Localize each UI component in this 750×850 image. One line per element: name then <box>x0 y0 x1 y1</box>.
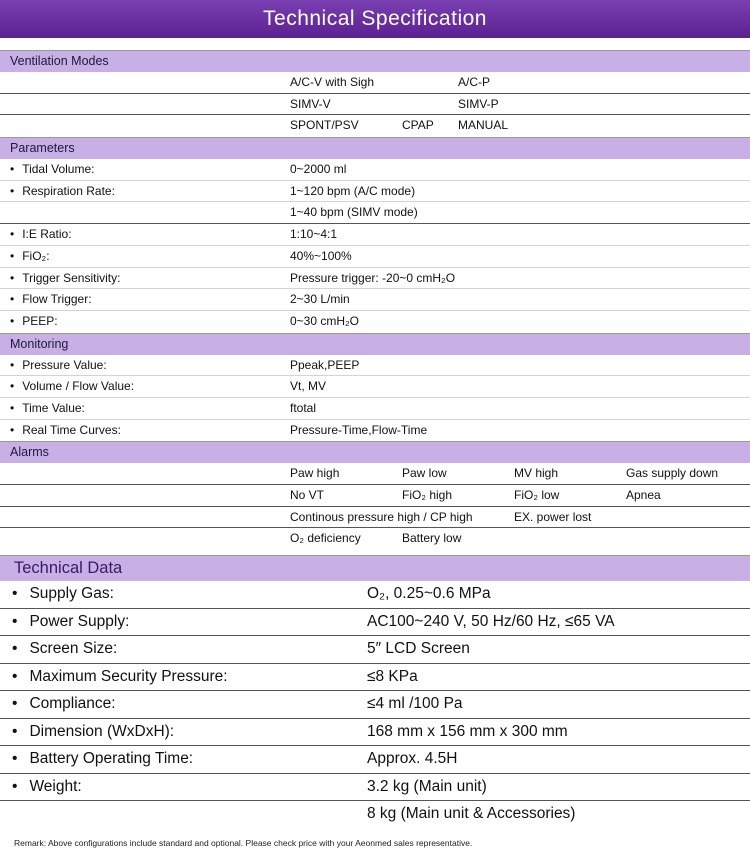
tech-label: • Compliance: <box>12 691 116 718</box>
tech-label: • Maximum Security Pressure: <box>12 664 228 691</box>
table-row <box>0 528 750 550</box>
table-row <box>0 664 750 692</box>
tech-label: • Dimension (WxDxH): <box>12 719 174 746</box>
table-row <box>0 691 750 719</box>
section-alarms: Alarms <box>0 441 750 463</box>
alarm-cell: FiO₂ low <box>514 488 560 502</box>
alarm-cell: Paw high <box>290 466 340 481</box>
section-ventilation-modes: Ventilation Modes <box>0 50 750 72</box>
tech-value: 5″ LCD Screen <box>367 640 470 657</box>
table-row <box>0 746 750 774</box>
tech-value: 168 mm x 156 mm x 300 mm <box>367 722 568 740</box>
table-row <box>0 376 750 398</box>
mode-cell: A/C-V with Sigh <box>290 75 375 89</box>
table-row <box>0 94 750 116</box>
tech-label: • Weight: <box>12 774 82 801</box>
param-value: 40%~100% <box>290 248 352 263</box>
table-row <box>0 609 750 637</box>
table-row <box>0 463 750 485</box>
table-row <box>0 246 750 268</box>
tech-label: • Power Supply: <box>12 609 129 636</box>
param-value: 2~30 L/min <box>290 292 350 307</box>
table-row <box>0 420 750 442</box>
param-label: • Tidal Volume: <box>10 159 94 181</box>
monitor-value: ftotal <box>290 400 317 415</box>
technical-data-table <box>0 555 750 828</box>
table-row <box>0 636 750 664</box>
param-label: • Respiration Rate: <box>10 181 115 203</box>
table-row <box>0 507 750 529</box>
param-value: 1~120 bpm (A/C mode) <box>290 183 416 198</box>
monitor-label: • Volume / Flow Value: <box>10 376 134 398</box>
param-label: • Flow Trigger: <box>10 289 92 311</box>
param-value: Pressure trigger: -20~0 cmH₂O <box>290 270 456 285</box>
spec-table <box>0 50 750 550</box>
section-monitoring: Monitoring <box>0 333 750 355</box>
table-row <box>0 202 750 224</box>
alarm-cell: O₂ deficiency <box>290 531 361 546</box>
mode-cell: MANUAL <box>458 118 509 133</box>
table-row <box>0 801 750 828</box>
mode-cell: SIMV-V <box>290 96 331 111</box>
table-row <box>0 311 750 333</box>
tech-value: Approx. 4.5H <box>367 750 458 767</box>
alarm-cell: Continous pressure high / CP high <box>290 509 473 524</box>
table-row <box>0 181 750 203</box>
alarm-cell: FiO₂ high <box>402 488 453 502</box>
table-row <box>0 72 750 94</box>
remark-note: Remark: Above configurations include standard and optional. Please check price with your Aeonmed sales representative. <box>14 838 473 848</box>
param-label: • FiO₂: <box>10 246 50 268</box>
table-row <box>0 774 750 802</box>
monitor-label: • Real Time Curves: <box>10 420 121 442</box>
monitor-label: • Time Value: <box>10 398 85 420</box>
table-row <box>0 268 750 290</box>
tech-value: 3.2 kg (Main unit) <box>367 777 487 795</box>
mode-cell: A/C-P <box>458 75 491 89</box>
param-value: 1:10~4:1 <box>290 227 338 242</box>
mode-cell: SPONT/PSV <box>290 118 359 133</box>
table-row <box>0 485 750 507</box>
param-label: • I:E Ratio: <box>10 224 72 246</box>
tech-label: • Battery Operating Time: <box>12 746 193 773</box>
table-row <box>0 115 750 137</box>
alarm-cell: Paw low <box>402 466 447 481</box>
tech-value: ≤8 KPa <box>367 667 418 685</box>
mode-cell: CPAP <box>402 118 434 133</box>
alarm-cell: EX. power lost <box>514 509 592 524</box>
table-row <box>0 159 750 181</box>
monitor-value: Ppeak,PEEP <box>290 357 360 372</box>
tech-label: • Screen Size: <box>12 636 117 663</box>
alarm-cell: No VT <box>290 488 325 502</box>
param-value: 0~30 cmH₂O <box>290 313 360 328</box>
monitor-value: Vt, MV <box>290 379 327 394</box>
param-label: • Trigger Sensitivity: <box>10 268 120 290</box>
tech-value: 8 kg (Main unit & Accessories) <box>367 805 576 822</box>
table-row <box>0 289 750 311</box>
monitor-label: • Pressure Value: <box>10 355 107 377</box>
page-title: Technical Specification <box>0 0 750 38</box>
param-label: • PEEP: <box>10 311 58 333</box>
table-row <box>0 224 750 246</box>
tech-value: ≤4 ml /100 Pa <box>367 695 463 712</box>
tech-label: • Supply Gas: <box>12 581 114 608</box>
tech-value: AC100~240 V, 50 Hz/60 Hz, ≤65 VA <box>367 612 615 630</box>
table-row <box>0 398 750 420</box>
alarm-cell: Battery low <box>402 531 462 546</box>
table-row <box>0 581 750 609</box>
param-value: 0~2000 ml <box>290 162 347 177</box>
alarm-cell: MV high <box>514 466 559 481</box>
section-parameters: Parameters <box>0 137 750 159</box>
section-technical-data: Technical Data <box>0 555 750 581</box>
table-row <box>0 355 750 377</box>
param-value: 1~40 bpm (SIMV mode) <box>290 205 418 220</box>
monitor-value: Pressure-Time,Flow-Time <box>290 422 428 437</box>
tech-value: O₂, 0.25~0.6 MPa <box>367 585 491 602</box>
mode-cell: SIMV-P <box>458 96 499 111</box>
alarm-cell: Gas supply down <box>626 466 719 481</box>
alarm-cell: Apnea <box>626 488 661 502</box>
table-row <box>0 719 750 747</box>
